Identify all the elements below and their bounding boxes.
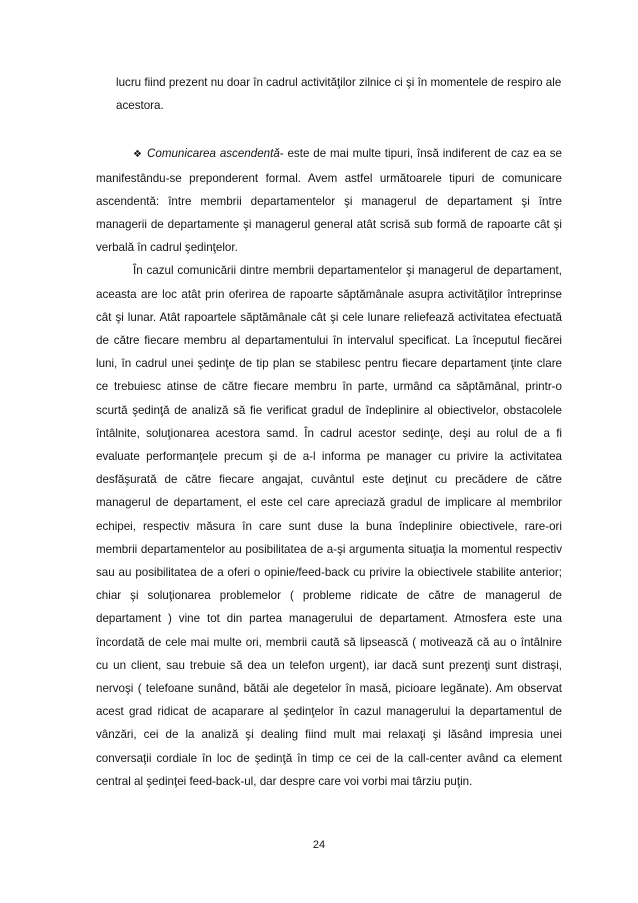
page-number: 24 bbox=[312, 839, 326, 851]
bullet-title: Comunicarea ascendentă bbox=[147, 147, 280, 161]
paragraph-gap bbox=[96, 117, 562, 142]
diamond-bullet-icon: ❖ bbox=[133, 149, 142, 161]
bullet-text: - este de mai multe tipuri, însă indiferent de caz ea se manifestându-se preponderent formal. Avem astfel următoarele tipuri de comunicare ascendentă: între membrii departamentelor şi managerul de departament şi între managerii de departamente şi managerul general atât scrisă sub formă de rapoarte cât şi verbală în cadrul şedinţelor. bbox=[96, 147, 562, 255]
bullet-paragraph bbox=[96, 142, 562, 259]
page-body bbox=[96, 71, 562, 793]
continuation-paragraph: lucru fiind prezent nu doar în cadrul activităţilor zilnice ci şi în momentele de respiro ale acestora. bbox=[116, 76, 562, 113]
body-paragraph: În cazul comunicării dintre membrii departamentelor şi managerul de departament, aceasta are loc atât prin oferirea de rapoarte săptămânale asupra activităţilor întreprinse cât şi lunar. Atât rapoartele săptămânale cât şi cele lunare reliefează activitatea efectuată de către fiecare membru al departamentului în intervalul specificat. La începutul fiecărei luni, în cadrul unei şedinţe de tip plan se stabilesc pentru fiecare departament ţinte clare ce trebuiesc atinse de către fiecare membru în parte, urmând ca săptămânal, printr-o scurtă şedinţă de analiză să fie verificat gradul de îndeplinire al obiectivelor, obstacolele întâlnite, soluţionarea acestora samd. În cadrul acestor sedinţe, deşi au rolul de a fi evaluate performanţele precum şi de a-l informa pe manager cu privire la activitatea desfăşurată de către fiecare angajat, cuvântul este deţinut cu precădere de către managerul de departament, el este cel care apreciază gradul de implicare al membrilor echipei, respectiv măsura în care sunt duse la buna îndeplinire obiectivele, rare-ori membrii departamentelor au posibilitatea de a-şi argumenta situaţia la momentul respectiv sau au posibilitatea de a oferi o opinie/feed-back cu privire la obiectivele stabilite anterior; chiar şi soluţionarea problemelor ( probleme ridicate de către de managerul de departament ) vine tot din partea managerului de departament. Atmosfera este una încordată de cele mai multe ori, membrii caută să lipsească ( motivează că au o întâlnire cu un client, sau trebuie să dea un telefon urgent), iar dacă sunt prezenţi sunt distraşi, nervoşi ( telefoane sunând, bătăi ale degetelor în masă, picioare legănate). Am observat acest grad ridicat de acaparare al şedinţelor în cazul managerului la departamentul de vânzări, cei de la analiză şi dealing fiind mult mai relaxaţi şi lăsând impresia unei conversaţii cordiale în loc de şedinţă în timp ce cei de la call-center având ca element central al şedinţei feed-back-ul, dar despre care voi vorbi mai târziu puţin. bbox=[96, 264, 562, 788]
